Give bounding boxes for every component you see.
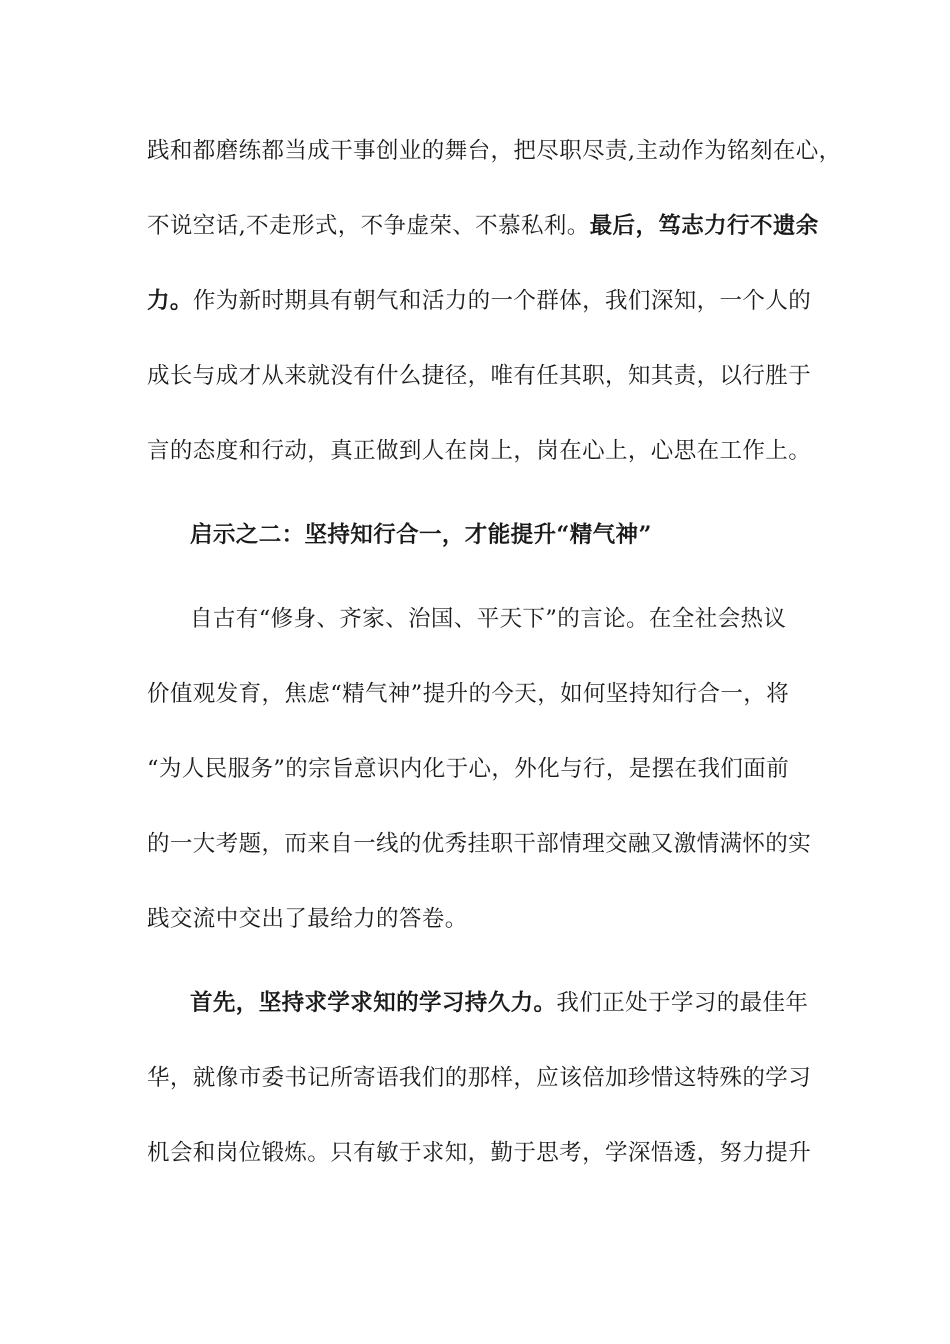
text-run: 我们正处于学习的最佳年 xyxy=(556,990,809,1016)
paragraph-line xyxy=(147,754,789,784)
text-run: 自古有“修身、齐家、治国、平天下”的言论。在全社会热议 xyxy=(190,606,787,632)
paragraph-line xyxy=(147,1138,811,1168)
section-heading xyxy=(190,520,652,550)
text-run: “为人民服务”的宗旨意识内化于心，外化与行，是摆在我们面前 xyxy=(147,756,790,782)
text-run: 的一大考题，而来自一线的优秀挂职干部情理交融又激情满怀的实 xyxy=(147,831,812,857)
paragraph-line xyxy=(147,361,811,391)
text-run: 华，就像市委书记所寄语我们的那样，应该倍加珍惜这特殊的学习 xyxy=(147,1065,812,1091)
heading-text: 启示之二：坚持知行合一，才能提升“精气神” xyxy=(190,522,652,548)
bold-text-run: 力。 xyxy=(147,288,193,314)
paragraph-line xyxy=(190,988,808,1018)
paragraph-line xyxy=(147,679,789,709)
text-run: 不说空话,不走形式，不争虚荣、不慕私利。 xyxy=(147,213,590,239)
paragraph-line xyxy=(147,829,811,859)
bold-text-run: 首先，坚持求学求知的学习持久力。 xyxy=(190,990,557,1016)
text-run: 践交流中交出了最给力的答卷。 xyxy=(147,906,468,932)
paragraph-line xyxy=(147,904,468,934)
paragraph-line xyxy=(147,136,842,166)
text-run: 践和都磨练都当成干事创业的舞台，把尽职尽责,主动作为铭刻在心， xyxy=(147,138,842,164)
text-run: 作为新时期具有朝气和活力的一个群体，我们深知，一个人的 xyxy=(192,288,812,314)
paragraph-line xyxy=(190,604,786,634)
paragraph-line xyxy=(147,286,811,316)
text-run: 机会和岗位锻炼。只有敏于求知，勤于思考，学深悟透，努力提升 xyxy=(147,1140,812,1166)
text-run: 成长与成才从来就没有什么捷径，唯有任其职，知其责，以行胜于 xyxy=(147,363,812,389)
bold-text-run: 最后，笃志力行不遗余 xyxy=(589,213,819,239)
paragraph-line xyxy=(147,211,819,241)
paragraph-line xyxy=(147,1063,811,1093)
text-run: 价值观发育，焦虑“精气神”提升的今天，如何坚持知行合一，将 xyxy=(147,681,790,707)
text-run: 言的态度和行动，真正做到人在岗上，岗在心上，心思在工作上。 xyxy=(147,438,812,464)
paragraph-line xyxy=(147,436,811,466)
